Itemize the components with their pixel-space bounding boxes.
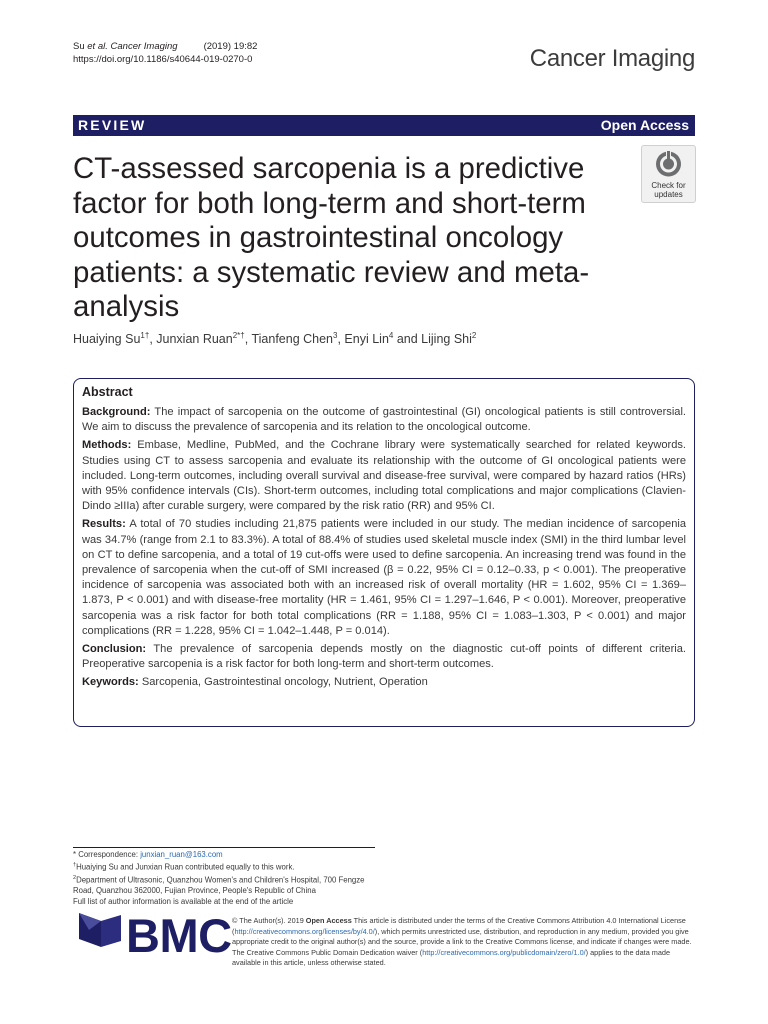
author-affiliation: 3 [333,331,338,340]
citation-doi[interactable]: https://doi.org/10.1186/s40644-019-0270-0 [73,54,253,65]
article-type-bar [73,115,695,136]
article-title: CT-assessed sarcopenia is a predictive factor for both long-term and short-term outcomes in gastrointestinal oncology patients: a systematic review and meta-analysis [73,152,590,323]
citation-et-al: et al. [87,41,108,52]
abstract-box [73,378,695,727]
license-statement: © The Author(s). 2019 Open Access This article is distributed under the terms of the Creative Commons Attribution 4.0 International License (http://creativecommons.org/licenses/by/4.0/), which permits unrestricted use, distribution, and reproduction in any medium, provided you give appropriate credit to the original author(s) and the source, provide a link to the Creative Commons license, and indicate if changes were made. The Creative Commons Public Domain Dedication waiver (http://creativecommons.org/publicdomain/zero/1.0/) applies to the data made available in this article, unless otherwise stated. [232,916,692,967]
abstract-background: Background: The impact of sarcopenia on the outcome of gastrointestinal (GI) oncological patients is still controversial. We aim to discuss the prevalence of sarcopenia and its relation to the oncological outcome. [82,406,686,434]
affiliation-note: $^2$Department of Ultrasonic, Quanzhou Women's and Children's Hospital, 700 Fengze Road, Quanzhou 362000, Fujian Province, People's Republic of China [73,874,365,896]
author-name: Junxian Ruan [156,332,233,347]
bmc-logo-icon [79,913,121,947]
author-list: Huaiying $Su^{1\dagger}$, Junxian Ruan$^{2*\dagger}$, Tianfeng Chen$^3$, Enyi Lin$^4$ and Lijing Shi$^2$ [73,331,477,347]
article-citation [73,40,257,66]
author-affiliation: 2*† [232,331,245,340]
correspondence: * Correspondence: junxian_ruan@163.com [73,850,223,859]
article-type: REVIEW [78,117,147,133]
publisher-logo-text: BMC [126,909,232,962]
cc-by-license-link[interactable]: http://creativecommons.org/licenses/by/4.0/ [234,926,375,936]
abstract-methods: Methods: Embase, Medline, PubMed, and the Cochrane library were systematically searched for related keywords. Studies using CT to assess sarcopenia and evaluate its relationship with the outcome of GI oncological patients were included. Long-term outcomes, including overall survival and disease-free survival, were compared by hazard ratios (HRs) with 95% confidence intervals (CIs). Short-term outcomes, including total complications and major complications (Clavien-Dindo ≥IIIa) after curable surgery, were compared by the risk ratio (RR) and 95% CI. [82,439,686,513]
open-access-label: Open Access [600,117,689,133]
author-affiliation: 2 [471,331,477,340]
abstract-heading: Abstract [82,385,133,399]
author-name: Tianfeng Chen [251,332,334,347]
footnotes [73,849,383,907]
author-affiliation: 1† [140,331,150,340]
citation-journal: Cancer Imaging [110,41,178,52]
author-name: Lijing Shi [421,332,472,347]
abstract-keywords: Keywords: Sarcopenia, Gastrointestinal oncology, Nutrient, Operation [82,676,428,689]
journal-name: Cancer Imaging [529,45,695,72]
check-for-updates-badge[interactable] [641,145,696,203]
equal-contribution-note: †Huaiying Su and Junxian Ruan contributed equally to this work. [73,862,295,872]
footnote-divider [73,847,375,848]
abstract-results: Results: A total of 70 studies including 21,875 patients were included in our study. The median incidence of sarcopenia was 34.7% (range from 2.1 to 83.3%). A total of 88.4% of studies used skeletal muscle index (SMI) in the third lumbar level on CT to define sarcopenia, and a total of 19 cut-offs were used to define sarcopenia. An increasing trend was found in the prevalence of sarcopenia when the cut-off of SMI increased (β = 0.22, 95% CI = 0.12–0.33, p < 0.001). The preoperative incidence of sarcopenia was associated both with an increased risk of overall mortality (HR = 1.602, 95% CI = 1.369–1.873, P < 0.001) and with disease-free mortality (HR = 1.461, 95% CI = 1.297–1.646, P < 0.001). Moreover, preoperative sarcopenia was a risk factor for both total complications (RR = 1.188, 95% CI = 1.083–1.303, P < 0.001) and major complications (RR = 1.228, 95% CI = 1.042–1.448, P = 0.014). [82,518,686,637]
abstract-conclusion: Conclusion: The prevalence of sarcopenia depends mostly on the diagnostic cut-off points of different criteria. Preoperative sarcopenia is a risk factor for both long-term and short-term outcomes. [82,643,686,671]
author-name: Enyi Lin [344,332,389,347]
author-name: Huaiying Su [73,332,141,347]
citation-volume: (2019) 19:82 [203,41,258,52]
cc0-license-link[interactable]: http://creativecommons.org/publicdomain/zero/1.0/ [422,947,586,957]
author-affiliation: 4 [388,331,394,340]
correspondence-email-link[interactable]: junxian_ruan@163.com [140,850,223,859]
check-updates-text: Check for updates [651,181,686,199]
citation-author: Su [73,41,85,52]
check-updates-icon [655,150,682,179]
author-info-note: Full list of author information is available at the end of the article [73,897,294,907]
